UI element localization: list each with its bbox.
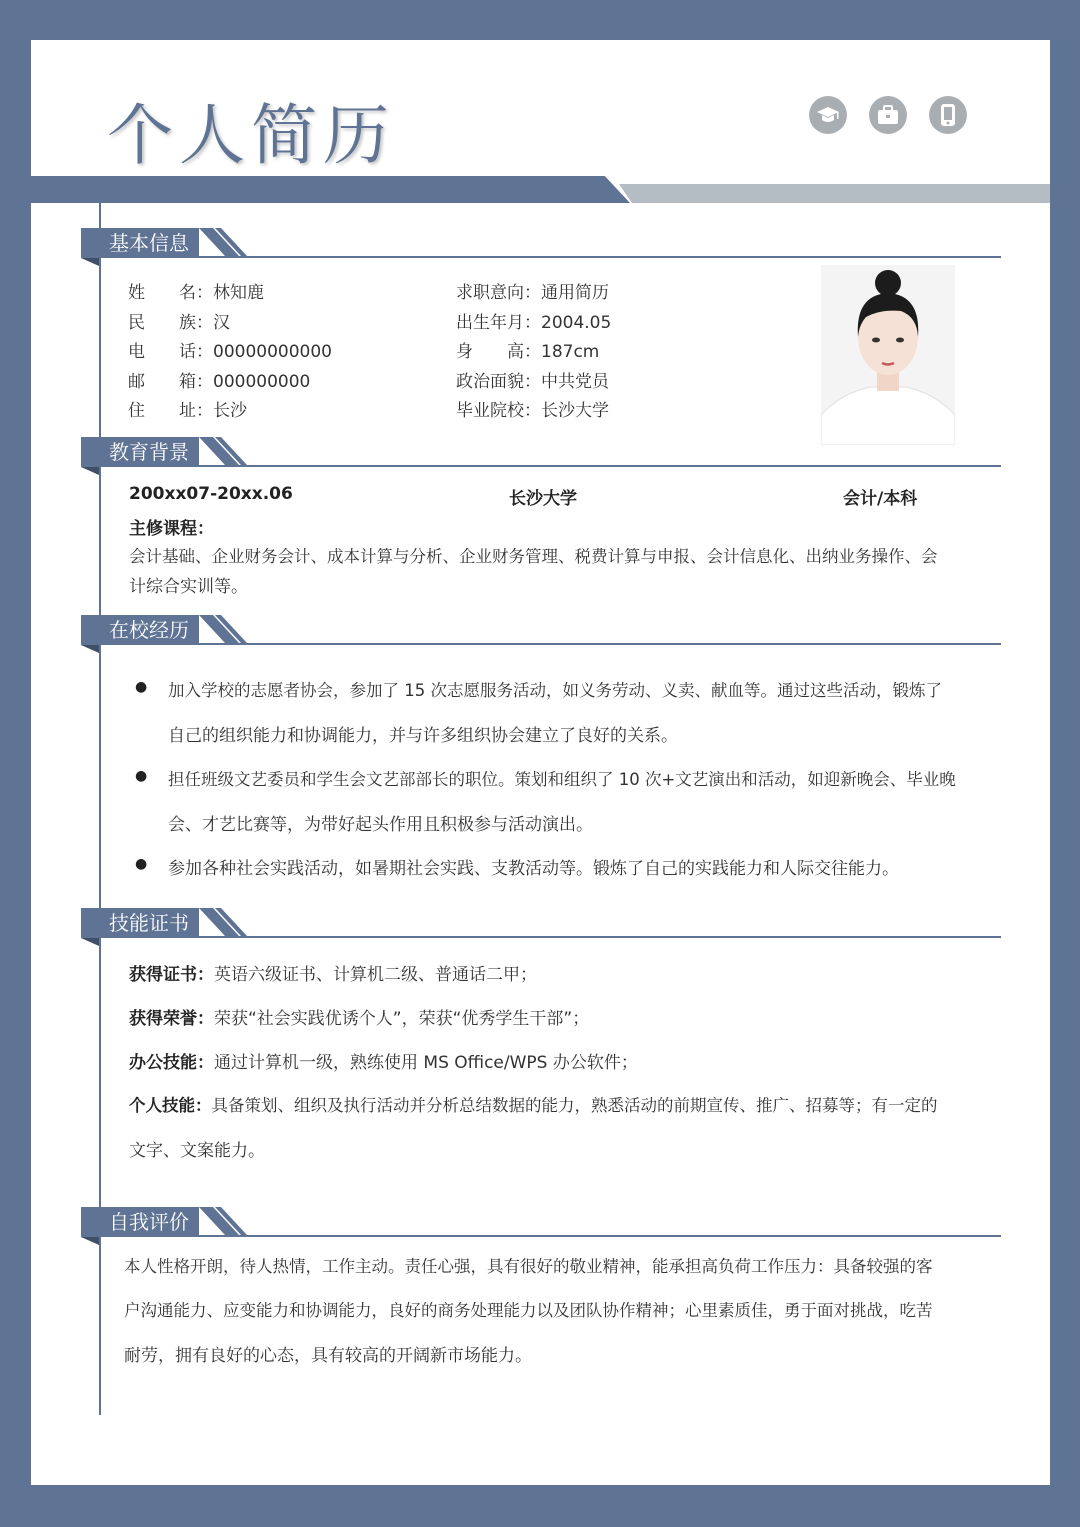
info-row: 住 址：长沙 — [128, 401, 247, 421]
page-title: 个人简历 — [107, 97, 395, 174]
profile-photo — [821, 265, 955, 445]
stripes-decoration — [199, 1207, 251, 1237]
skill-row: 获得荣誉：荣获“社会实践优诱个人”，荣获“优秀学生干部”； — [129, 1009, 590, 1029]
section-title: 教育背景 — [81, 437, 199, 467]
section-header-campus — [81, 615, 1001, 655]
skill-row: 获得证书：英语六级证书、计算机二级、普通话二甲； — [129, 965, 537, 985]
info-row: 民 族：汉 — [128, 313, 230, 333]
phone-icon — [929, 96, 967, 134]
bullet-icon: ● — [135, 768, 148, 784]
self-eval-line: 耐劳，拥有良好的心态，具有较高的开阔新市场能力。 — [124, 1346, 532, 1366]
campus-item-line: 自己的组织能力和协调能力，并与许多组织协会建立了良好的关系。 — [168, 726, 678, 746]
section-title: 自我评价 — [81, 1207, 199, 1237]
info-row: 出生年月：2004.05 — [456, 313, 612, 333]
stripes-decoration — [199, 437, 251, 467]
section-title: 在校经历 — [81, 615, 199, 645]
stripes-decoration — [199, 228, 251, 258]
campus-item-line: 担任班级文艺委员和学生会文艺部部长的职位。策划和组织了 10 次+文艺演出和活动，如迎新晚会、毕业晚 — [168, 770, 956, 789]
courses-line: 计综合实训等。 — [129, 577, 248, 597]
resume-page — [31, 40, 1050, 1485]
skill-row: 办公技能：通过计算机一级，熟练使用 MS Office/WPS 办公软件； — [129, 1053, 638, 1073]
education-school: 长沙大学 — [509, 489, 577, 509]
graduation-cap-icon — [809, 96, 847, 134]
section-header-basic — [81, 228, 1001, 268]
education-period: 200xx07-20xx.06 — [129, 484, 293, 504]
info-row: 毕业院校：长沙大学 — [456, 401, 609, 421]
section-title: 技能证书 — [81, 908, 199, 938]
education-major: 会计/本科 — [843, 489, 918, 509]
courses-line: 会计基础、企业财务会计、成本计算与分析、企业财务管理、税费计算与申报、会计信息化、出纳业务操作、会 — [129, 547, 938, 566]
campus-item-line: 加入学校的志愿者协会，参加了 15 次志愿服务活动，如义务劳动、义卖、献血等。通过这些活动，锻炼了 — [168, 681, 942, 700]
courses-label: 主修课程： — [129, 519, 214, 539]
header-icons — [809, 96, 967, 134]
info-row: 身 高：187cm — [456, 342, 600, 362]
section-header-education — [81, 437, 1001, 477]
header-band-dark — [0, 176, 630, 203]
bullet-icon: ● — [135, 679, 148, 695]
info-row: 求职意向：通用简历 — [456, 283, 609, 303]
info-row: 电 话：00000000000 — [128, 342, 332, 362]
skill-continuation: 文字、文案能力。 — [129, 1141, 265, 1161]
info-row: 邮 箱：000000000 — [128, 372, 311, 392]
skill-row: 个人技能：具备策划、组织及执行活动并分析总结数据的能力，熟悉活动的前期宣传、推广、招募等；有一定的 — [129, 1096, 938, 1115]
info-row: 政治面貌：中共党员 — [456, 372, 609, 392]
section-header-skills — [81, 908, 1001, 948]
campus-item-line: 参加各种社会实践活动，如暑期社会实践、支教活动等。锻炼了自己的实践能力和人际交往能力。 — [168, 859, 899, 879]
bullet-icon: ● — [135, 856, 148, 872]
header-band-light — [619, 184, 1050, 203]
campus-item-line: 会、才艺比赛等，为带好起头作用且积极参与活动演出。 — [168, 815, 593, 835]
briefcase-icon — [869, 96, 907, 134]
section-title: 基本信息 — [81, 228, 199, 258]
self-eval-line: 户沟通能力、应变能力和协调能力，良好的商务处理能力以及团队协作精神；心里素质佳，勇于面对挑战，吃苦 — [124, 1301, 933, 1320]
info-row: 姓 名：林知鹿 — [128, 283, 264, 303]
stripes-decoration — [199, 908, 251, 938]
section-header-self-eval — [81, 1207, 1001, 1247]
stripes-decoration — [199, 615, 251, 645]
self-eval-line: 本人性格开朗，待人热情，工作主动。责任心强，具有很好的敬业精神，能承担高负荷工作压力：具备较强的客 — [124, 1257, 933, 1276]
